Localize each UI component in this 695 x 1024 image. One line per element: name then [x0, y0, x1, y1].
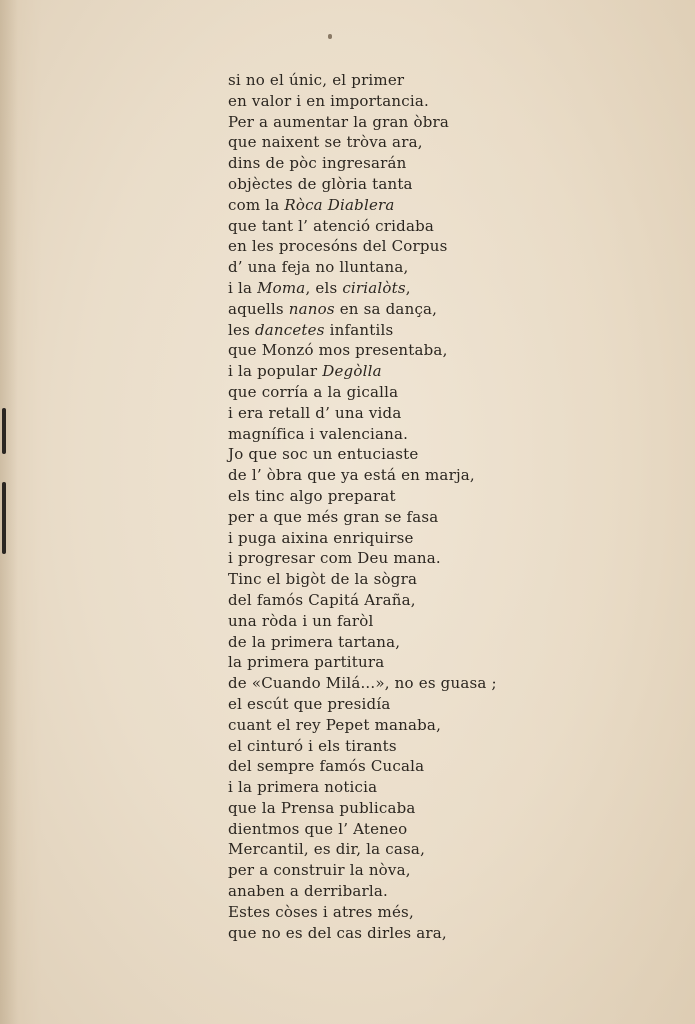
line-text: dins de pòc ingresarán [228, 154, 407, 173]
poem-line [228, 777, 497, 798]
line-text: Per a aumentar la gran òbra [228, 112, 450, 131]
line-text: el escút que presidía [228, 694, 391, 713]
poem-line [228, 590, 497, 611]
italic-text: cirialòts [342, 278, 406, 297]
poem-line [228, 839, 497, 860]
poem-line [228, 361, 497, 382]
poem-text [228, 70, 497, 943]
poem-line [228, 320, 497, 341]
poem-line [228, 216, 497, 237]
line-text: del sempre famós Cucala [228, 757, 425, 776]
line-text: les [228, 320, 255, 339]
poem-line [228, 569, 497, 590]
poem-line [228, 756, 497, 777]
line-text: i la [228, 278, 258, 297]
poem-line [228, 174, 497, 195]
poem-line [228, 340, 497, 361]
line-text: Estes còses i atres més, [228, 902, 414, 921]
line-text: i la popular [228, 362, 323, 381]
line-text: anaben a derribarla. [228, 882, 389, 901]
poem-line [228, 403, 497, 424]
poem-line [228, 923, 497, 944]
poem-line [228, 736, 497, 757]
poem-line [228, 715, 497, 736]
poem-line [228, 424, 497, 445]
poem-line [228, 673, 497, 694]
poem-line [228, 382, 497, 403]
poem-line [228, 257, 497, 278]
line-text: que naixent se tròva ara, [228, 133, 423, 152]
poem-line [228, 112, 497, 133]
italic-text: dancetes [254, 320, 325, 339]
poem-line [228, 507, 497, 528]
poem-line [228, 444, 497, 465]
line-text: i progresar com Deu mana. [228, 549, 441, 568]
line-text: en valor i en importancia. [228, 91, 429, 110]
poem-line [228, 278, 497, 299]
line-text: Jo que soc un entuciaste [228, 445, 419, 464]
italic-text: Moma [257, 278, 306, 297]
line-text: de l’ òbra que ya está en marja, [228, 466, 475, 485]
line-text: objèctes de glòria tanta [228, 174, 413, 193]
line-text: per a que més gran se fasa [228, 507, 439, 526]
italic-text: nanos [288, 299, 335, 318]
line-text: els tinc algo preparat [228, 486, 396, 505]
line-text: en sa dança, [334, 299, 438, 318]
italic-text: Degòlla [322, 362, 382, 381]
poem-line [228, 486, 497, 507]
poem-line [228, 132, 497, 153]
line-text: de «Cuando Milá...», no es guasa ; [228, 674, 497, 693]
poem-line [228, 236, 497, 257]
poem-line [228, 652, 497, 673]
line-text: una ròda i un faròl [228, 611, 374, 630]
poem-line [228, 299, 497, 320]
ink-mark [328, 34, 332, 39]
line-text: aquells [228, 299, 289, 318]
line-text: , els [305, 278, 343, 297]
line-text: del famós Capitá Araña, [228, 590, 416, 609]
poem-line [228, 153, 497, 174]
line-text: que la Prensa publicaba [228, 798, 416, 817]
line-text: que Monzó mos presentaba, [228, 341, 448, 360]
line-text: dientmos que l’ Ateneo [228, 819, 408, 838]
poem-line [228, 91, 497, 112]
line-text: per a construir la nòva, [228, 861, 411, 880]
line-text: com la [228, 195, 285, 214]
line-text: Mercantil, es dir, la casa, [228, 840, 426, 859]
line-text: si no el únic, el primer [228, 71, 405, 89]
line-text: de la primera tartana, [228, 632, 401, 651]
line-text: que no es del cas dirles ara, [228, 923, 447, 942]
poem-line [228, 819, 497, 840]
poem-line [228, 195, 497, 216]
binding-stitch-upper [2, 408, 6, 454]
line-text: i la primera noticia [228, 778, 378, 797]
line-text: d’ una feja no lluntana, [228, 258, 409, 277]
line-text: infantils [324, 320, 394, 339]
poem-line [228, 611, 497, 632]
poem-line [228, 528, 497, 549]
line-text: la primera partitura [228, 653, 385, 672]
line-text: i puga aixina enriquirse [228, 528, 414, 547]
line-text: que tant l’ atenció cridaba [228, 216, 435, 235]
line-text: magnífica i valenciana. [228, 424, 409, 443]
poem-line [228, 465, 497, 486]
poem-line [228, 860, 497, 881]
line-text: i era retall d’ una vida [228, 403, 402, 422]
poem-line [228, 798, 497, 819]
line-text: cuant el rey Pepet manaba, [228, 715, 442, 734]
poem-line [228, 694, 497, 715]
line-text: , [405, 278, 411, 297]
italic-text: Ròca Diablera [284, 195, 395, 214]
line-text: Tinc el bigòt de la sògra [228, 570, 418, 589]
line-text: el cinturó i els tirants [228, 736, 397, 755]
line-text: en les procesóns del Corpus [228, 237, 448, 256]
poem-line [228, 881, 497, 902]
poem-line [228, 902, 497, 923]
line-text: que corría a la gicalla [228, 382, 399, 401]
poem-line [228, 632, 497, 653]
poem-line [228, 548, 497, 569]
binding-stitch-lower [2, 482, 6, 554]
poem-line [228, 70, 497, 91]
